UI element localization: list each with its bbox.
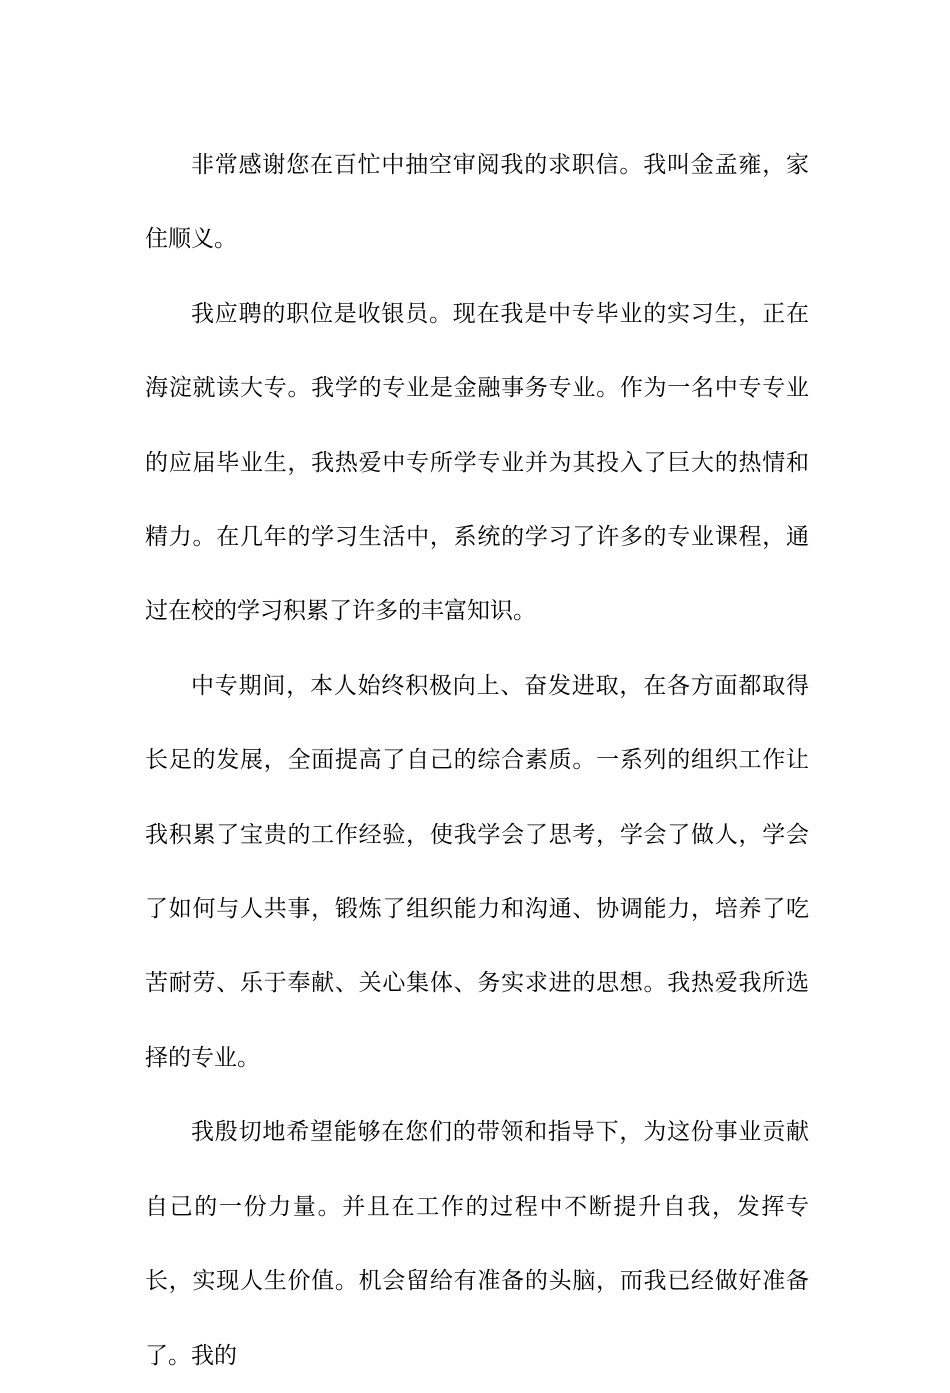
paragraph-aspiration: 我殷切地希望能够在您们的带领和指导下，为这份事业贡献自己的一份力量。并且在工作的过程中不断提升自我，发挥专长，实现人生价值。机会留给有准备的头脑，而我已经做好准备了。我的	[145, 1119, 809, 1369]
paragraph-greeting: 非常感谢您在百忙中抽空审阅我的求职信。我叫金孟雍，家住顺义。	[145, 152, 809, 253]
paragraph-school-experience: 中专期间，本人始终积极向上、奋发进取，在各方面都取得长足的发展，全面提高了自己的综合素质。一系列的组织工作让我积累了宝贵的工作经验，使我学会了思考，学会了做人，学会了如何与人共事，锻炼了组织能力和沟通、协调能力，培养了吃苦耐劳、乐于奉献、关心集体、务实求进的思想。我热爱我所选择的专业。	[145, 672, 809, 1071]
paragraph-position-education: 我应聘的职位是收银员。现在我是中专毕业的实习生，正在海淀就读大专。我学的专业是金融事务专业。作为一名中专专业的应届毕业生，我热爱中专所学专业并为其投入了巨大的热情和精力。在几年的学习生活中，系统的学习了许多的专业课程，通过在校的学习积累了许多的丰富知识。	[145, 300, 809, 625]
letter-body	[145, 128, 809, 1393]
